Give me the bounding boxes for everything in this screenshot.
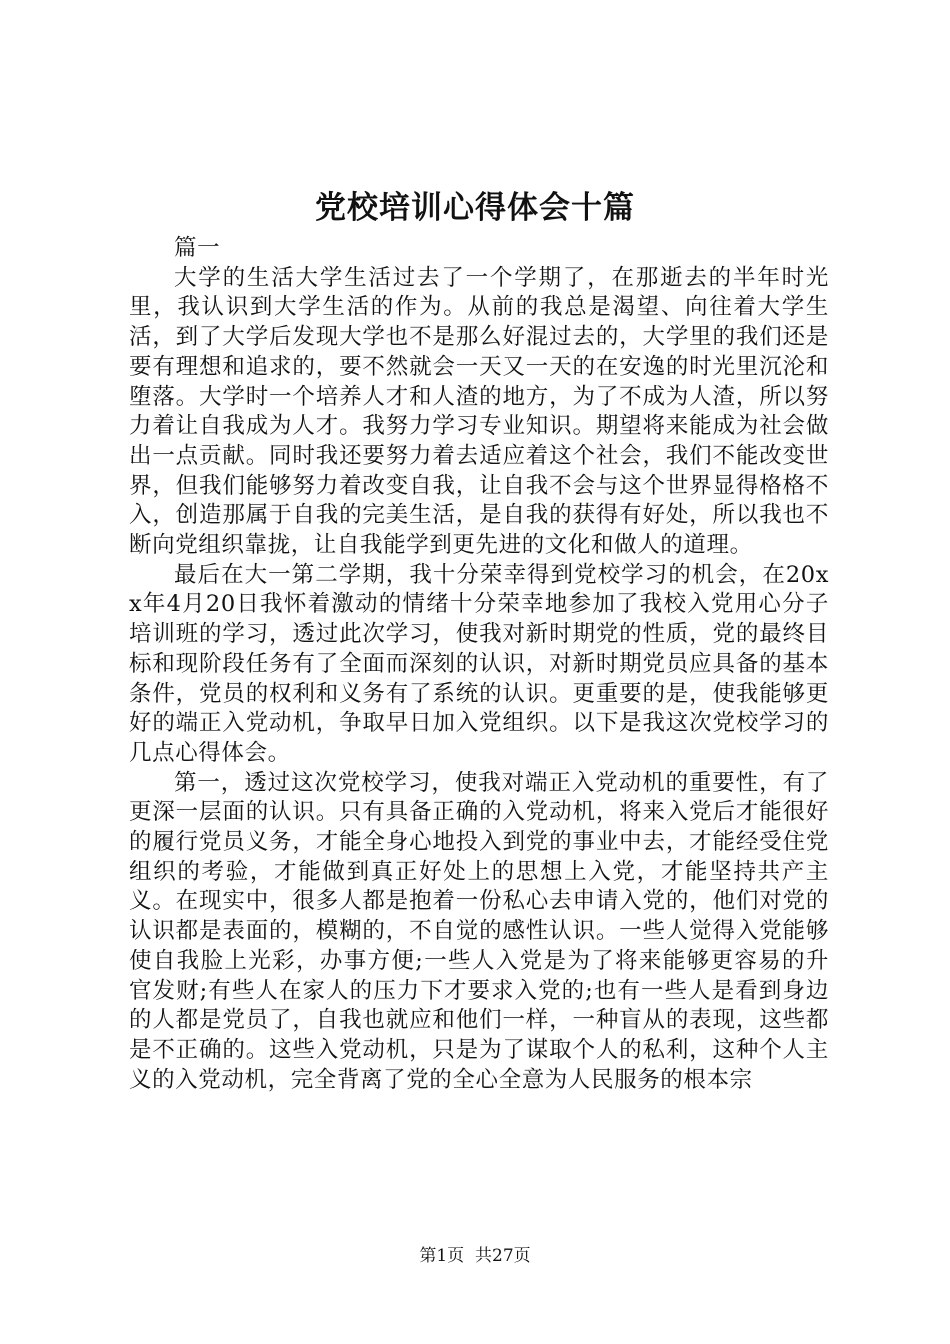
page-total: 共27页 bbox=[475, 1246, 531, 1266]
document-body bbox=[129, 234, 829, 1095]
page-footer bbox=[0, 1244, 950, 1268]
page-number: 第1页 bbox=[419, 1246, 465, 1266]
document-title: 党校培训心得体会十篇 bbox=[315, 190, 635, 226]
body-paragraph: 大学的生活大学生活过去了一个学期了，在那逝去的半年时光里，我认识到大学生活的作为。从前的我总是渴望、向往着大学生活，到了大学后发现大学也不是那么好混过去的，大学里的我们还是要有理想和追求的，要不然就会一天又一天的在安逸的时光里沉沦和堕落。大学时一个培养人才和人渣的地方，为了不成为人渣，所以努力着让自我成为人才。我努力学习专业知识。期望将来能成为社会做出一点贡献。同时我还要努力着去适应着这个社会，我们不能改变世界，但我们能够努力着改变自我，让自我不会与这个世界显得格格不入，创造那属于自我的完美生活，是自我的获得有好处，所以我也不断向党组织靠拢，让自我能学到更先进的文化和做人的道理。 bbox=[129, 264, 829, 559]
body-paragraph: 最后在大一第二学期，我十分荣幸得到党校学习的机会，在20xx年4月20日我怀着激动的情绪十分荣幸地参加了我校入党用心分子培训班的学习，透过此次学习，使我对新时期党的性质，党的最终目标和现阶段任务有了全面而深刻的认识，对新时期党员应具备的基本条件，党员的权利和义务有了系统的认识。更重要的是，使我能够更好的端正入党动机，争取早日加入党组织。以下是我这次党校学习的几点心得体会。 bbox=[129, 561, 829, 766]
body-paragraph: 第一，透过这次党校学习，使我对端正入党动机的重要性，有了更深一层面的认识。只有具备正确的入党动机，将来入党后才能很好的履行党员义务，才能全身心地投入到党的事业中去，才能经受住党组织的考验，才能做到真正好处上的思想上入党，才能坚持共产主义。在现实中，很多人都是抱着一份私心去申请入党的，他们对党的认识都是表面的，模糊的，不自觉的感性认识。一些人觉得入党能够使自我脸上光彩，办事方便;一些人入党是为了将来能够更容易的升官发财;有些人在家人的压力下才要求入党的;也有一些人是看到身边的人都是党员了，自我也就应和他们一样，一种盲从的表现，这些都是不正确的。这些入党动机，只是为了谋取个人的私利，这种个人主义的入党动机，完全背离了党的全心全意为人民服务的根本宗 bbox=[129, 769, 829, 1093]
section-heading: 篇一 bbox=[174, 235, 221, 261]
